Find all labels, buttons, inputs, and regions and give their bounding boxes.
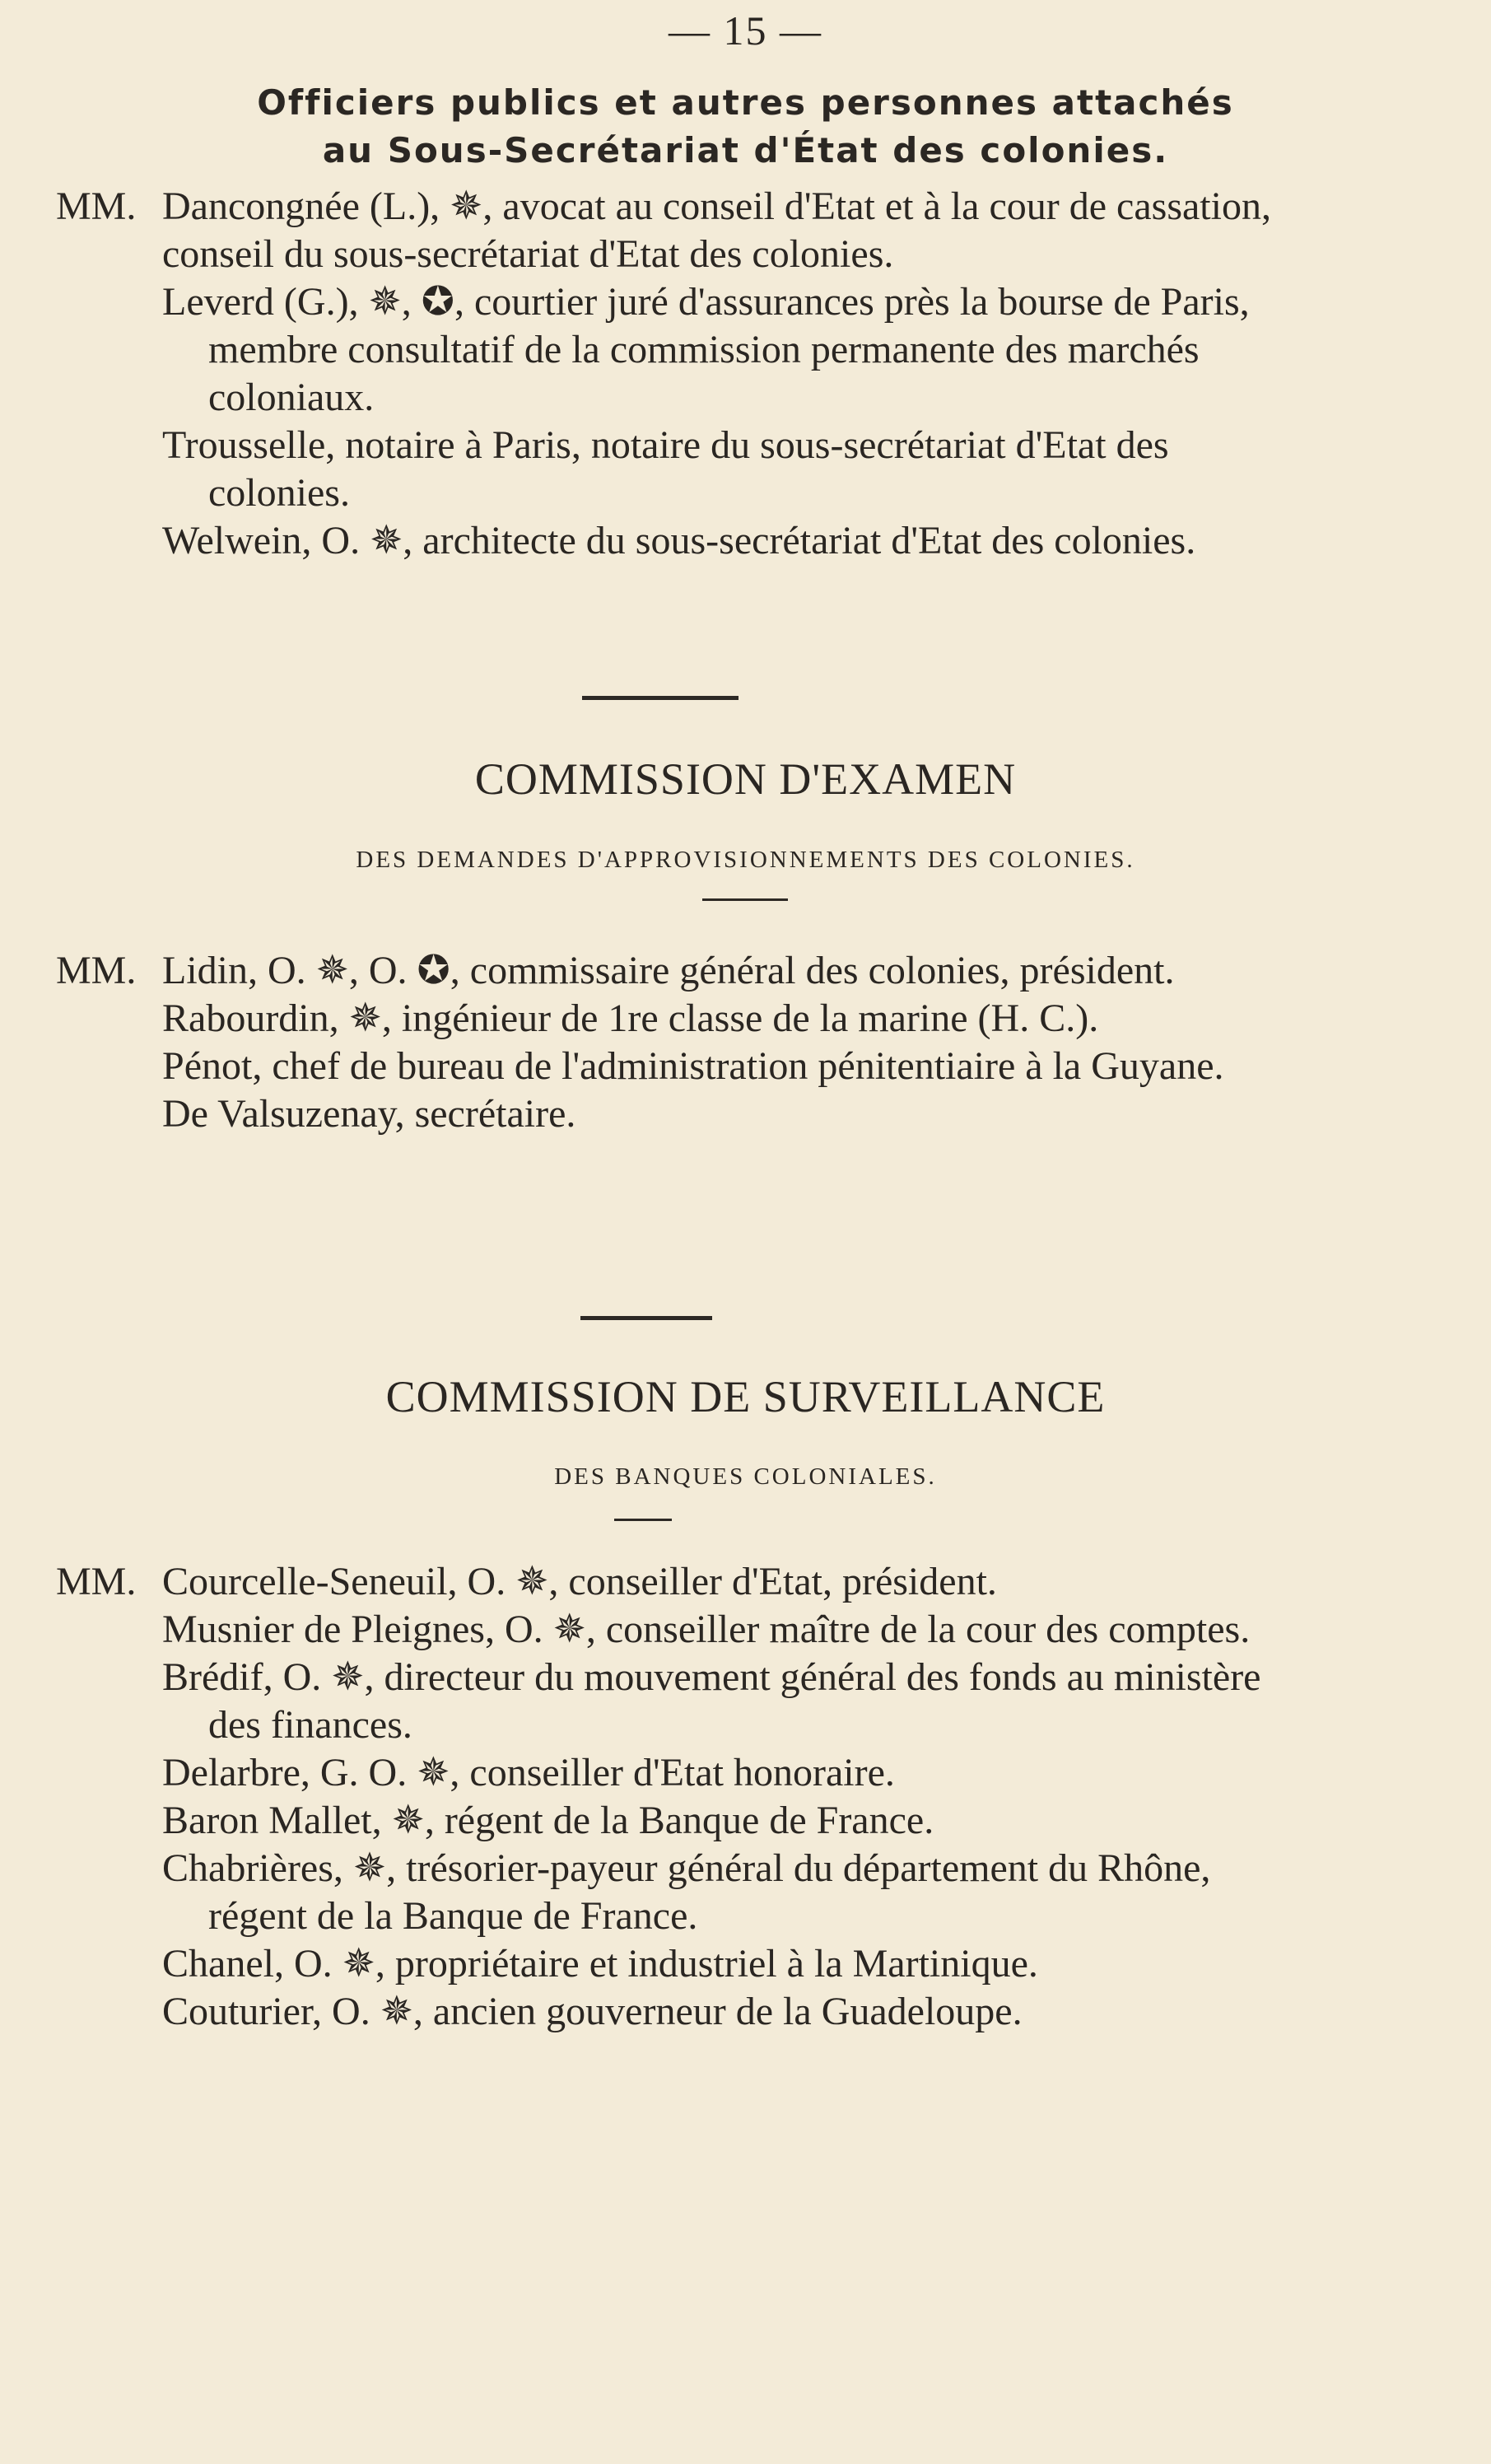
commission-surveillance-entry-list xyxy=(0,1558,1491,2036)
entry-text: Courcelle-Seneuil, O. ✵, conseiller d'Etat, président. xyxy=(162,1560,997,1603)
commission-examen-subtitle: DES DEMANDES D'APPROVISIONNEMENTS DES COLONIES. xyxy=(356,847,1135,873)
list-item xyxy=(0,1988,1491,2036)
section-divider xyxy=(582,696,739,700)
mm-label: MM. xyxy=(56,1560,137,1603)
list-item xyxy=(0,183,1491,278)
entry-text: Chanel, O. ✵, propriétaire et industriel à la Martinique. xyxy=(162,1942,1038,1986)
intro-entry-list xyxy=(0,183,1491,565)
list-item xyxy=(0,995,1491,1043)
list-item xyxy=(0,1797,1491,1845)
entry-text: Trousselle, notaire à Paris, notaire du sous-secrétariat d'Etat des colonies. xyxy=(162,423,1169,515)
intro-heading-line-2: au Sous-Secrétariat d'État des colonies. xyxy=(322,130,1169,170)
entry-text: Chabrières, ✵, trésorier-payeur général du département du Rhône, régent de la Banque de France. xyxy=(162,1846,1211,1938)
list-item xyxy=(0,278,1491,422)
list-item xyxy=(0,1090,1491,1138)
entry-text: De Valsuzenay, secrétaire. xyxy=(162,1092,576,1136)
entry-text: Baron Mallet, ✵, régent de la Banque de France. xyxy=(162,1799,934,1842)
list-item xyxy=(0,1845,1491,1940)
section-divider xyxy=(580,1316,712,1320)
entry-text: Delarbre, G. O. ✵, conseiller d'Etat honoraire. xyxy=(162,1751,895,1794)
commission-surveillance-subtitle: DES BANQUES COLONIALES. xyxy=(554,1463,937,1490)
list-item xyxy=(0,1043,1491,1090)
entry-text: Couturier, O. ✵, ancien gouverneur de la Guadeloupe. xyxy=(162,1990,1023,2033)
commission-examen-entry-list xyxy=(0,947,1491,1138)
entry-text: Pénot, chef de bureau de l'administration pénitentiaire à la Guyane. xyxy=(162,1044,1224,1088)
short-divider xyxy=(702,898,788,901)
entry-text: Musnier de Pleignes, O. ✵, conseiller maître de la cour des comptes. xyxy=(162,1608,1251,1651)
list-item xyxy=(0,422,1491,517)
entry-text: Lidin, O. ✵, O. ✪, commissaire général des colonies, président. xyxy=(162,949,1175,992)
entry-text: Brédif, O. ✵, directeur du mouvement général des fonds au ministère des finances. xyxy=(162,1655,1261,1747)
short-divider xyxy=(614,1519,672,1521)
list-item xyxy=(0,1654,1491,1749)
list-item xyxy=(0,1606,1491,1654)
entry-text: Dancongnée (L.), ✵, avocat au conseil d'Etat et à la cour de cassation, conseil du sous-secrétariat d'Etat des colonies. xyxy=(162,184,1271,276)
list-item xyxy=(0,1749,1491,1797)
intro-heading-line-1: Officiers publics et autres personnes attachés xyxy=(257,82,1234,123)
entry-text: Leverd (G.), ✵, ✪, courtier juré d'assurances près la bourse de Paris, membre consultatif de la commission permanente des marchés coloniaux. xyxy=(162,280,1250,419)
mm-label: MM. xyxy=(56,949,137,992)
entry-text: Welwein, O. ✵, architecte du sous-secrétariat d'Etat des colonies. xyxy=(162,519,1196,562)
page-number: — 15 — xyxy=(669,7,822,54)
list-item xyxy=(0,947,1491,995)
commission-examen-title: COMMISSION D'EXAMEN xyxy=(474,754,1017,804)
mm-label: MM. xyxy=(56,184,137,228)
list-item xyxy=(0,1940,1491,1988)
list-item xyxy=(0,517,1491,565)
commission-surveillance-title: COMMISSION DE SURVEILLANCE xyxy=(385,1372,1106,1421)
entry-text: Rabourdin, ✵, ingénieur de 1re classe de la marine (H. C.). xyxy=(162,996,1099,1040)
list-item xyxy=(0,1558,1491,1606)
